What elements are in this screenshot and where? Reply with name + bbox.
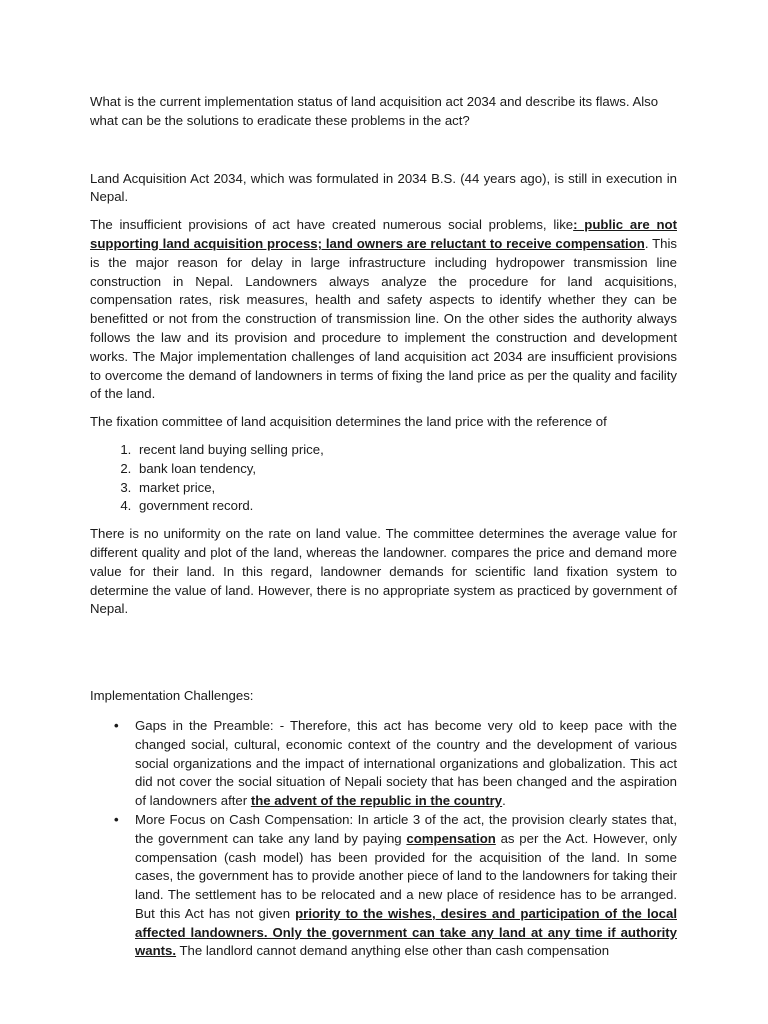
problems-lead: The insufficient provisions of act have created numerous social problems, like — [90, 217, 574, 233]
challenge-item-preamble — [135, 717, 677, 811]
problems-paragraph — [90, 216, 677, 404]
challenge-text: Gaps in the Preamble: - Therefore, this act has become very old to keep pace with the changed social, cultural, economic context of the country and the development of various social organizations and the impact of international organizations and globalization. This act did not cover the social situation of Nepali society that has been changed and the aspiration of landowners after — [135, 717, 677, 809]
fixation-intro: The fixation committee of land acquisition determines the land price with the reference of — [90, 414, 607, 430]
problems-emphasis: : public are not supporting land acquisition process; land owners are reluctant to receive compensation — [90, 217, 677, 251]
document-body — [90, 93, 677, 961]
spacer — [90, 619, 677, 687]
list-item: 4. government record. — [135, 497, 677, 516]
challenges-heading: Implementation Challenges: — [90, 688, 254, 704]
uniformity-paragraph: There is no uniformity on the rate on land value. The committee determines the average value for different quality and plot of the land, whereas the landowner. compares the price and demand more value for their land. In this regard, landowner demands for scientific land fixation system to determine the value of land. However, there is no appropriate system as practiced by government of Nepal. — [90, 526, 677, 617]
list-item: 2. bank loan tendency, — [135, 460, 677, 479]
problems-rest: . This is the major reason for delay in large infrastructure including hydropower transmission line construction in Nepal. Landowners always analyze the procedure for land acquisitions, compensation rates, risk measures, health and safety aspects to identify whether they can be benefitted or not from the construction of transmission line. On the other sides the authority always follows the law and its provision and procedure to implement the construction and development works. The Major implementation challenges of land acquisition act 2034 are insufficient provisions to overcome the demand of landowners in terms of fixing the land price as per the quality and facility of the land. — [90, 235, 677, 402]
challenge-tail: . — [502, 793, 506, 809]
challenge-emphasis: the advent of the republic in the country — [250, 793, 503, 809]
challenge-emphasis: priority to the wishes, desires and participation of the local affected landowners. Only the government can take any land at any time if authority wants. — [135, 905, 677, 959]
intro-paragraph: Land Acquisition Act 2034, which was formulated in 2034 B.S. (44 years ago), is still in execution in Nepal. — [90, 170, 677, 205]
challenges-list — [90, 717, 677, 961]
challenge-emphasis: compensation — [406, 830, 496, 846]
challenge-item-cash-compensation — [135, 811, 677, 961]
list-item: 1. recent land buying selling price, — [135, 441, 677, 460]
challenge-text: The landlord cannot demand anything else other than cash compensation — [176, 943, 610, 959]
list-item: 3. market price, — [135, 479, 677, 498]
challenge-text: More Focus on Cash Compensation: In article 3 of the act, the provision clearly states that, the government can take any land by paying — [135, 811, 677, 846]
question-text: What is the current implementation status of land acquisition act 2034 and describe its flaws. Also what can be the solutions to eradicate these problems in the act? — [90, 94, 659, 128]
challenge-text: as per the Act. However, only compensation (cash model) has been provided for the acquisition of the land. In some cases, the government has to provide another piece of land to the landowners for taking their land. The settlement has to be relocated and a new place of residence has to be arranged. But this Act has not given — [135, 830, 677, 921]
spacer — [90, 131, 677, 170]
fixation-list — [90, 441, 677, 516]
